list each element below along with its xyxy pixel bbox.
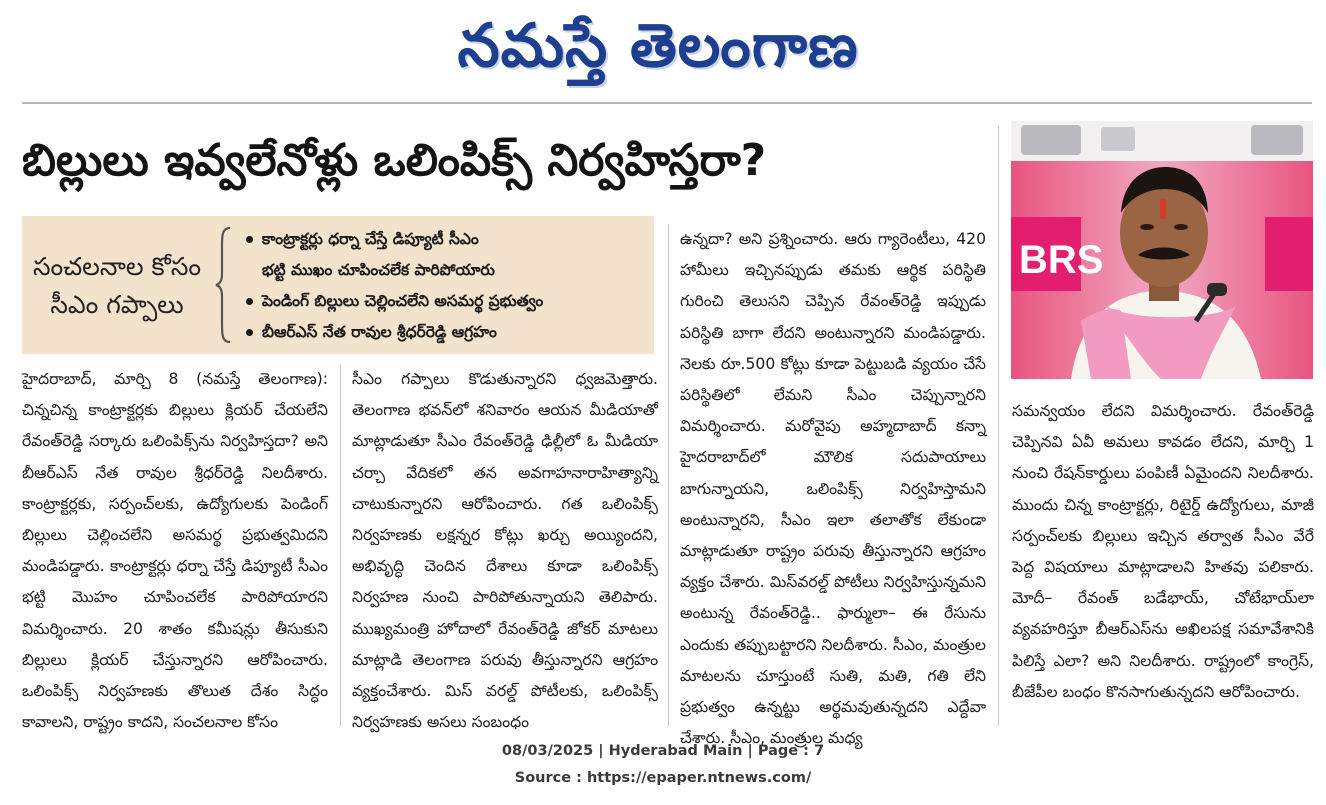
brace-icon	[214, 226, 236, 344]
page-footer	[0, 738, 1326, 792]
column-divider	[998, 126, 999, 726]
newspaper-logo: నమస్తే తెలంగాణ	[457, 11, 859, 81]
highlight-item: కాంట్రాక్టర్లు ధర్నా చేస్తే డిప్యూటీ సీఎం	[244, 224, 648, 255]
highlight-item: బీఆర్ఎస్ నేత రావుల శ్రీధర్‌రెడ్డి ఆగ్రహం	[244, 317, 648, 348]
column-divider	[340, 364, 341, 726]
body-text: ఉన్నదా? అని ప్రశ్నించారు. ఆరు గ్యారెంటీలు, 420 హామీలు ఇచ్చినప్పుడు తమకు ఆర్థిక పరిస్థితి గురించి తెలుసని చెప్పిన రేవంత్‌రెడ్డి ఇప్పుడు పరిస్థితి బాగా లేదని అంటున్నారని మండిపడ్డారు. నెలకు రూ.500 కోట్లు కూడా పెట్టుబడి వ్యయం చేసే పరిస్థితిలో లేమని సీఎం చెప్పున్నారని విమర్శించారు. మరోవైపు అహ్మదాబాద్ కన్నా హైదరాబాద్‌లో మౌలిక సదుపాయాలు బాగున్నాయని, ఒలింపిక్స్ నిర్వహిస్తామని అంటున్నారని, సీఎం ఇలా తలాతోక లేకుండా మాట్లాడుతూ రాష్ట్రం పరువు తీస్తున్నారని ఆగ్రహం వ్యక్తం చేశారు. మిస్‌వరల్డ్ పోటీలు నిర్వహిస్తున్నమని అంటున్న రేవంత్‌రెడ్డి.. ఫార్ములా– ఈ రేసును ఎందుకు తప్పుబట్టారని నిలదీశారు. సీఎం, మంత్రుల మాటలను చూస్తుంటే సుతి, మతి, గతి లేని ప్రభుత్వం ఉన్నట్టు అర్థమవుతున్నదని ఎద్దేవా చేశారు. సీఎం, మంత్రుల మధ్య	[680, 230, 986, 748]
edition-info: 08/03/2025 | Hyderabad Main | Page : 7	[501, 743, 825, 759]
highlights-list	[244, 224, 648, 348]
body-text: సీఎం గప్పాలు కొడుతున్నారని ధ్వజమెత్తారు. తెలంగాణ భవన్‌లో శనివారం ఆయన మీడియాతో మాట్లాడుతూ సీఎం రేవంత్‌రెడ్డి ఢిల్లీలో ఓ మీడియా చర్చా వేదికలో తన అవగాహనారాహిత్యాన్ని చాటుకున్నారని ఆరోపించారు. గత ఒలింపిక్స్ నిర్వహణకు లక్షన్నర కోట్లు ఖర్చు అయ్యిందని, అభివృద్ధి చెందిన దేశాలు కూడా ఒలింపిక్స్ నిర్వహణ నుంచి పారిపోతున్నాయని తెలిపారు. ముఖ్యమంత్రి హోదాలో రేవంత్‌రెడ్డి జోకర్ మాటలు మాట్లాడి తెలంగాణ పరువు తీస్తున్నారని ఆగ్రహం వ్యక్తంచేశారు. మిస్ వరల్డ్ పోటీలకు, ఒలింపిక్స్ నిర్వహణకు అసలు సంబంధం	[352, 370, 658, 732]
highlights-label: సంచలనాల కోసం సీఎం గప్పాలు	[32, 252, 202, 319]
article-column-1	[22, 364, 328, 732]
bullet-icon	[246, 298, 253, 305]
body-text: హైదరాబాద్, మార్చి 8 (నమస్తే తెలంగాణ): చిన్నచిన్న కాంట్రాక్టర్లకు బిల్లులు క్లియర్ చేయలేని రేవంత్‌రెడ్డి సర్కారు ఒలింపిక్స్‌ను నిర్వహిస్తదా? అని బీఆర్ఎస్ నేత రావుల శ్రీధర్‌రెడ్డి నిలదీశారు. కాంట్రాక్టర్లకు, సర్పంచ్‌లకు, ఉద్యోగులకు పెండింగ్ బిల్లులు చెల్లించలేని అసమర్థ ప్రభుత్వమిదని మండిపడ్డారు. కాంట్రాక్టర్లు ధర్నా చేస్తే డిప్యూటీ సీఎం భట్టి మొహం చూపించలేక పారిపోయారని విమర్శించారు. 20 శాతం కమీషన్లు తీసుకుని బిల్లులు క్లియర్ చేస్తున్నారని ఆరోపించారు. ఒలింపిక్స్ నిర్వహణకు తొలుత దేశం సిద్ధం కావాలని, రాష్ట్రం కాదని, సంచలనాల కోసం	[22, 370, 328, 732]
article-column-3	[680, 224, 986, 748]
bullet-icon	[246, 329, 253, 336]
masthead	[0, 2, 1326, 94]
highlights-label-block	[22, 224, 212, 348]
bullet-icon	[246, 236, 253, 243]
column-divider	[668, 224, 669, 726]
speaker-photo-illustration	[1011, 121, 1313, 379]
article-column-4	[1012, 396, 1314, 726]
article-column-2	[352, 364, 658, 732]
highlight-item: పెండింగ్ బిల్లులు చెల్లించలేని అసమర్థ ప్రభుత్వం	[244, 286, 648, 317]
article-photo	[1011, 121, 1313, 379]
article-headline: బిల్లులు ఇవ్వలేనోళ్లు ఒలింపిక్స్ నిర్వహిస్తరా?	[22, 135, 767, 186]
masthead-divider	[22, 102, 1312, 104]
brs-banner-text: BRS	[1019, 238, 1104, 282]
highlights-box	[22, 216, 654, 354]
source-link[interactable]: Source : https://epaper.ntnews.com/	[514, 770, 812, 786]
highlight-item: భట్టి ముఖం చూపించలేక పారిపోయారు	[262, 261, 495, 279]
body-text: సమన్వయం లేదని విమర్శించారు. రేవంత్‌రెడ్డి చెప్పినవి ఏవీ అమలు కావడం లేదని, మార్చి 1 నుంచి రేషన్‌కార్డులు పంపిణీ ఏమైందని నిలదీశారు. ముందు చిన్న కాంట్రాక్టర్లు, రిటైర్డ్ ఉద్యోగులు, మాజీ సర్పంచ్‌లకు బిల్లులు ఇచ్చిన తర్వాత సీఎం వేరే పెద్ద విషయాలు మాట్లాడాలని హితవు పలికారు. మోదీ– రేవంత్ బడేభాయ్, చోటేభాయ్‌లా వ్యవహరిస్తూ బీఆర్ఎస్‌ను అఖిలపక్ష సమావేశానికి పిలిస్తే ఎలా? అని నిలదీశారు. రాష్ట్రంలో కాంగ్రెస్, బీజేపీల బంధం కొనసాగుతున్నదని ఆరోపించారు.	[1012, 402, 1314, 701]
